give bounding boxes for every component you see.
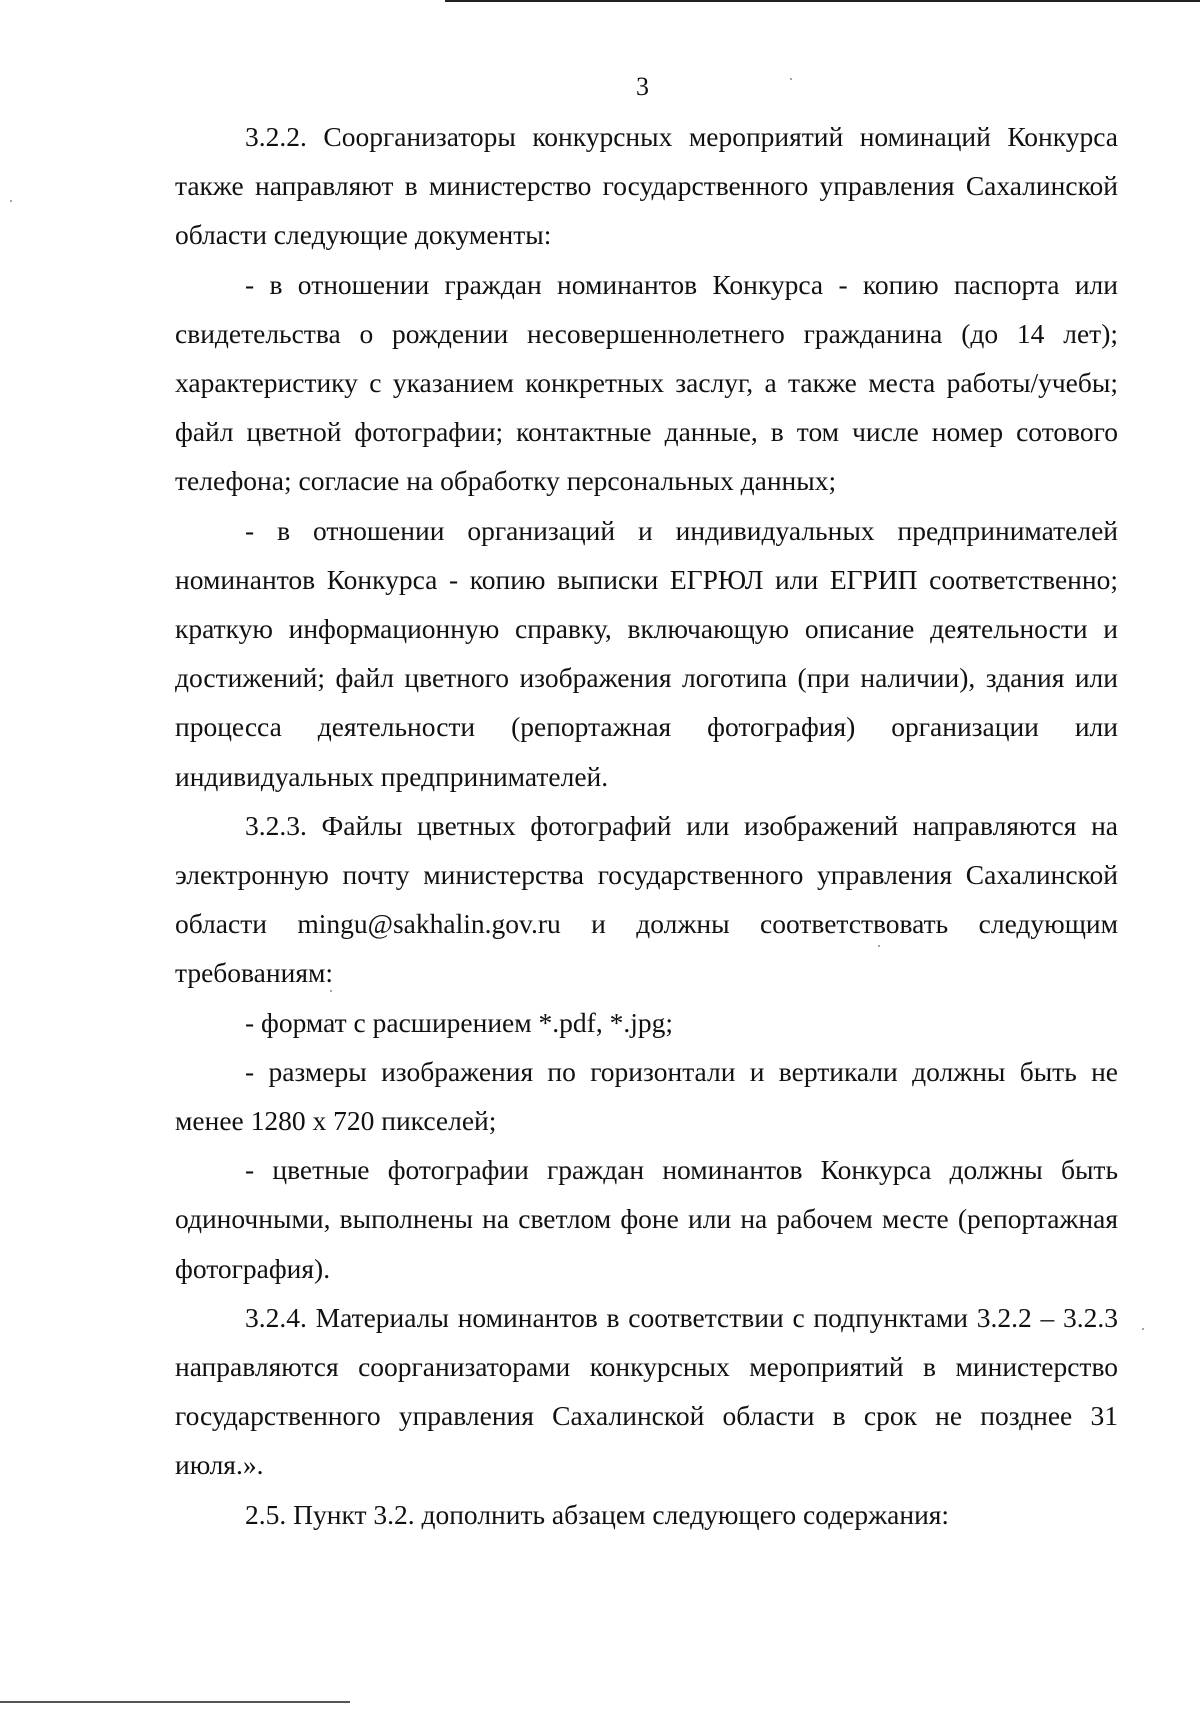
paragraph-3-2-4: 3.2.4. Материалы номинантов в соответствии с подпунктами 3.2.2 – 3.2.3 направляются соорганизаторами конкурсных мероприятий в министерство государственного управления Сахалинской области в срок не позднее 31 июля.».: [175, 1301, 1118, 1481]
paragraph-3-2-3: 3.2.3. Файлы цветных фотографий или изображений направляются на электронную почту министерства государственного управления Сахалинской области mingu@sakhalin.gov.ru и должны соответствовать следующим требованиям:: [175, 809, 1118, 989]
scan-edge-bottom: [0, 1701, 350, 1703]
paragraph-organizations-documents: - в отношении организаций и индивидуальных предпринимателей номинантов Конкурса - копию выписки ЕГРЮЛ или ЕГРИП соответственно; краткую информационную справку, включающую описание деятельности и достижений; файл цветного изображения логотипа (при наличии), здания или процесса деятельности (репортажная фотография) организации или индивидуальных предпринимателей.: [175, 514, 1118, 792]
paragraph-citizens-documents: - в отношении граждан номинантов Конкурса - копию паспорта или свидетельства о рождении несовершеннолетнего гражданина (до 14 лет); характеристику с указанием конкретных заслуг, а также места работы/учебы; файл цветной фотографии; контактные данные, в том числе номер сотового телефона; согласие на обработку персональных данных;: [175, 268, 1118, 497]
paragraph-size-requirement: - размеры изображения по горизонтали и вертикали должны быть не менее 1280 х 720 пикселей;: [175, 1055, 1118, 1137]
scan-speck: [10, 200, 12, 202]
scan-speck: [1142, 1328, 1144, 1330]
paragraph-3-2-2: 3.2.2. Соорганизаторы конкурсных мероприятий номинаций Конкурса также направляют в министерство государственного управления Сахалинской области следующие документы:: [175, 121, 1118, 251]
document-body: [175, 112, 1118, 1539]
paragraph-format-requirement: - формат с расширением *.pdf, *.jpg;: [245, 1006, 673, 1038]
page-number: 3: [636, 72, 649, 101]
paragraph-photo-requirement: - цветные фотографии граждан номинантов Конкурса должны быть одиночными, выполнены на светлом фоне или на рабочем месте (репортажная фотография).: [175, 1154, 1118, 1284]
paragraph-2-5: 2.5. Пункт 3.2. дополнить абзацем следующего содержания:: [245, 1498, 950, 1530]
scan-edge-top: [445, 0, 1200, 2]
